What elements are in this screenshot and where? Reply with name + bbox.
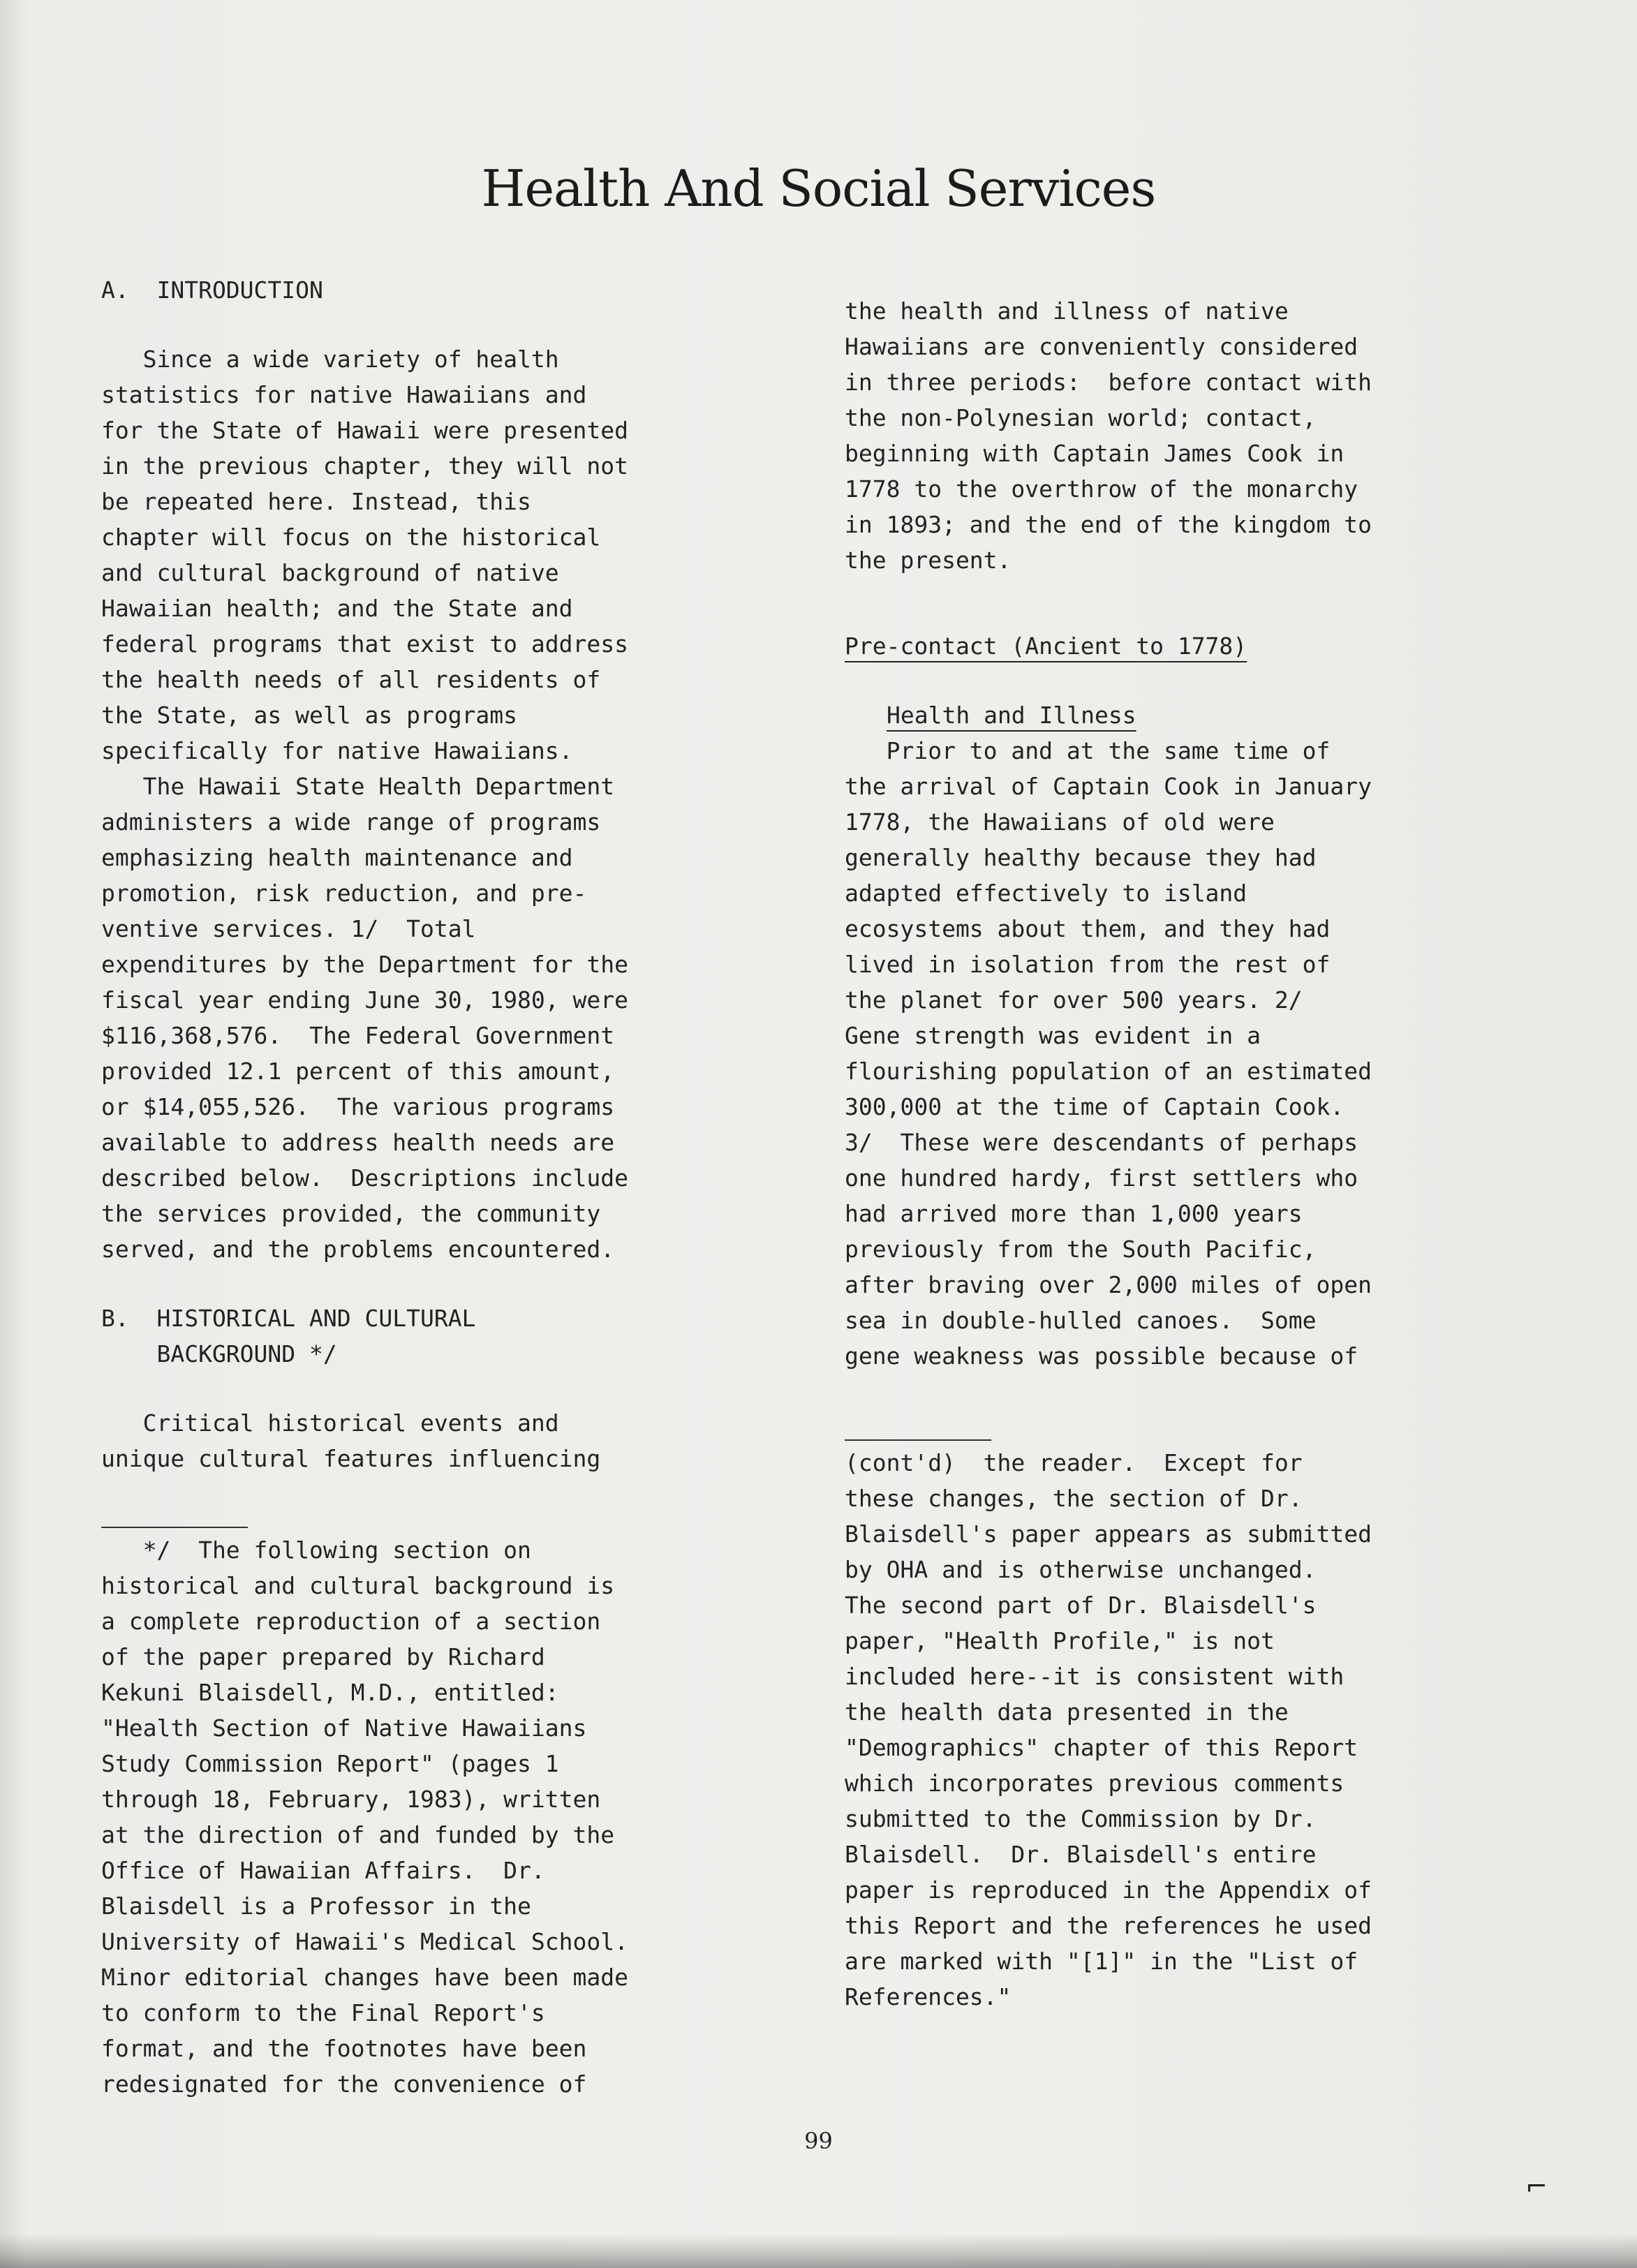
text-line: submitted to the Commission by Dr. <box>845 1805 1317 1832</box>
text-line: for the State of Hawaii were presented <box>101 417 628 444</box>
section-b-heading <box>101 1300 778 1372</box>
scan-edge-shadow <box>0 2234 1637 2268</box>
footnote-continuation <box>845 1445 1536 2015</box>
text-line: Prior to and at the same time of <box>845 737 1331 764</box>
text-line: in 1893; and the end of the kingdom to <box>845 511 1372 538</box>
text-line: sea in double-hulled canoes. Some <box>845 1307 1317 1334</box>
text-line: to conform to the Final Report's <box>101 1999 545 2026</box>
text-line: Blaisdell is a Professor in the <box>101 1892 531 1920</box>
text-line: of the paper prepared by Richard <box>101 1643 545 1670</box>
text-line: these changes, the section of Dr. <box>845 1485 1303 1512</box>
intro-heading: A. INTRODUCTION <box>101 276 323 304</box>
text-line: administers a wide range of programs <box>101 808 601 836</box>
text-line: 1778, the Hawaiians of old were <box>845 808 1275 836</box>
text-line: Study Commission Report" (pages 1 <box>101 1750 559 1777</box>
text-line: after braving over 2,000 miles of open <box>845 1271 1372 1298</box>
text-line: the planet for over 500 years. 2/ <box>845 986 1303 1014</box>
text-line: Minor editorial changes have been made <box>101 1964 628 1991</box>
text-line: Since a wide variety of health <box>101 346 559 373</box>
text-line: provided 12.1 percent of this amount, <box>101 1058 615 1085</box>
text-line: Office of Hawaiian Affairs. Dr. <box>101 1857 545 1884</box>
text-line: References." <box>845 1983 1012 2010</box>
corner-mark: ⌐ <box>1525 2171 1548 2202</box>
text-line: Hawaiian health; and the State and <box>101 595 573 622</box>
text-line: beginning with Captain James Cook in <box>845 440 1345 467</box>
page-number: 99 <box>804 2128 833 2154</box>
text-line: historical and cultural background is <box>101 1572 615 1599</box>
intro-paragraph-2 <box>101 769 778 1267</box>
left-column <box>101 272 778 2102</box>
text-line: B. HISTORICAL AND CULTURAL <box>101 1305 476 1332</box>
text-line: or $14,055,526. The various programs <box>101 1093 615 1120</box>
text-line: format, and the footnotes have been <box>101 2035 587 2062</box>
text-line: adapted effectively to island <box>845 880 1247 907</box>
text-line: paper, "Health Profile," is not <box>845 1627 1275 1654</box>
right-column <box>845 293 1536 2015</box>
text-line: the services provided, the community <box>101 1200 601 1227</box>
text-line: Blaisdell's paper appears as submitted <box>845 1520 1372 1548</box>
health-paragraph <box>845 733 1536 1374</box>
text-line: 1778 to the overthrow of the monarchy <box>845 475 1358 503</box>
text-line: emphasizing health maintenance and <box>101 844 573 871</box>
text-line: ecosystems about them, and they had <box>845 915 1331 942</box>
text-line: a complete reproduction of a section <box>101 1608 601 1635</box>
text-line: in three periods: before contact with <box>845 369 1372 396</box>
text-line: federal programs that exist to address <box>101 630 628 658</box>
text-line: University of Hawaii's Medical School. <box>101 1928 628 1955</box>
text-line: fiscal year ending June 30, 1980, were <box>101 986 628 1014</box>
text-line: $116,368,576. The Federal Government <box>101 1022 615 1049</box>
text-line: which incorporates previous comments <box>845 1770 1345 1797</box>
text-line: unique cultural features influencing <box>101 1445 601 1472</box>
text-line: chapter will focus on the historical <box>101 524 601 551</box>
footnote-rule <box>101 1527 248 1528</box>
text-line: 3/ These were descendants of perhaps <box>845 1129 1358 1156</box>
text-line: */ The following section on <box>101 1536 531 1564</box>
text-line: through 18, February, 1983), written <box>101 1786 601 1813</box>
text-line: Hawaiians are conveniently considered <box>845 333 1358 360</box>
page-title: Health And Social Services <box>481 159 1156 218</box>
text-line: available to address health needs are <box>101 1129 615 1156</box>
intro-continuation <box>845 293 1536 578</box>
text-line: Gene strength was evident in a <box>845 1022 1261 1049</box>
text-line: paper is reproduced in the Appendix of <box>845 1876 1372 1904</box>
text-line: lived in isolation from the rest of <box>845 951 1331 978</box>
text-line: redesignated for the convenience of <box>101 2070 587 2098</box>
text-line: 300,000 at the time of Captain Cook. <box>845 1093 1345 1120</box>
text-line: in the previous chapter, they will not <box>101 452 628 480</box>
text-line: "Demographics" chapter of this Report <box>845 1734 1358 1761</box>
health-illness-heading: Health and Illness <box>887 702 1136 729</box>
text-line: described below. Descriptions include <box>101 1164 628 1192</box>
text-line: at the direction of and funded by the <box>101 1821 615 1848</box>
text-line: are marked with "[1]" in the "List of <box>845 1948 1358 1975</box>
text-line: BACKGROUND */ <box>101 1340 337 1368</box>
text-line: (cont'd) the reader. Except for <box>845 1449 1303 1476</box>
text-line: Kekuni Blaisdell, M.D., entitled: <box>101 1679 559 1706</box>
text-line: flourishing population of an estimated <box>845 1058 1372 1085</box>
text-line: had arrived more than 1,000 years <box>845 1200 1303 1227</box>
footnote-cont-rule <box>845 1439 991 1441</box>
text-line: "Health Section of Native Hawaiians <box>101 1714 587 1742</box>
text-line: Critical historical events and <box>101 1409 559 1437</box>
text-line: the health and illness of native <box>845 297 1289 325</box>
text-line: included here--it is consistent with <box>845 1663 1345 1690</box>
text-line: ventive services. 1/ Total <box>101 915 476 942</box>
text-line: The second part of Dr. Blaisdell's <box>845 1592 1317 1619</box>
text-line: expenditures by the Department for the <box>101 951 628 978</box>
intro-paragraph-1 <box>101 341 778 769</box>
text-line: gene weakness was possible because of <box>845 1342 1358 1370</box>
text-line: statistics for native Hawaiians and <box>101 381 587 408</box>
text-line: The Hawaii State Health Department <box>101 773 615 800</box>
text-line: the State, as well as programs <box>101 702 518 729</box>
text-line: Blaisdell. Dr. Blaisdell's entire <box>845 1841 1317 1868</box>
text-line: by OHA and is otherwise unchanged. <box>845 1556 1317 1583</box>
footnote <box>101 1532 778 2102</box>
text-line: previously from the South Pacific, <box>845 1236 1317 1263</box>
text-line: the health data presented in the <box>845 1698 1289 1726</box>
text-line: this Report and the references he used <box>845 1912 1372 1939</box>
section-b-paragraph <box>101 1405 778 1476</box>
text-line: and cultural background of native <box>101 559 559 586</box>
text-line: generally healthy because they had <box>845 844 1317 871</box>
text-line: the non-Polynesian world; contact, <box>845 404 1317 431</box>
text-line: the arrival of Captain Cook in January <box>845 773 1372 800</box>
text-line: be repeated here. Instead, this <box>101 488 531 515</box>
text-line: the present. <box>845 547 1012 574</box>
text-line: promotion, risk reduction, and pre- <box>101 880 587 907</box>
precontact-heading: Pre-contact (Ancient to 1778) <box>845 632 1247 660</box>
text-line: the health needs of all residents of <box>101 666 601 693</box>
text-line: one hundred hardy, first settlers who <box>845 1164 1358 1192</box>
text-line: served, and the problems encountered. <box>101 1236 615 1263</box>
text-line: specifically for native Hawaiians. <box>101 737 573 764</box>
